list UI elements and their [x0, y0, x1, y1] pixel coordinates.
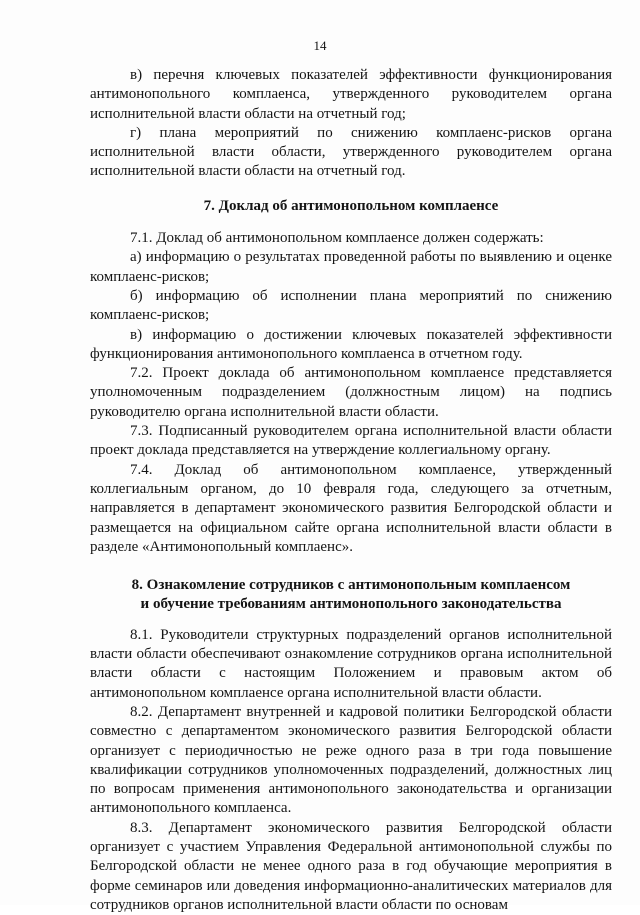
- section-8-heading-line-1: 8. Ознакомление сотрудников с антимонопольным комплаенсом: [131, 577, 571, 594]
- page-number: 14: [313, 38, 327, 53]
- paragraph-7-4: 7.4. Доклад об антимонопольном комплаенсе, утвержденный коллегиальным органом, до 10 февраля года, следующего за отчетным, направляется в департамент экономического развития Белгородской области и размещается на официальном сайте органа исполнительной власти области в разделе «Антимонопольный комплаенс».: [90, 461, 612, 555]
- section-8-heading-line-2: и обучение требованиям антимонопольного законодательства: [140, 596, 562, 613]
- list-item-v: в) перечня ключевых показателей эффективности функционирования антимонопольного комплаенса, утвержденного руководителем органа исполнительной власти области на отчетный год;: [90, 67, 612, 122]
- list-item-g: г) плана мероприятий по снижению комплаенс-рисков органа исполнительной власти области, утвержденного руководителем органа исполнительной власти области на отчетный год.: [90, 124, 612, 180]
- paragraph-7-2: 7.2. Проект доклада об антимонопольном комплаенсе представляется уполномоченным подразделением (должностным лицом) на подпись руководителю органа исполнительной власти области.: [90, 365, 612, 420]
- paragraph-8-3: 8.3. Департамент экономического развития Белгородской области организует с участием Управления Федеральной антимонопольной службы по Белгородской области не менее одного раза в год обучающие мероприятия в форме семинаров или доведения информационно-аналитических материалов для сотрудников органов исполнительной власти области по основам: [90, 819, 612, 913]
- paragraph-8-1: 8.1. Руководители структурных подразделений органов исполнительной власти области обеспечивают ознакомление сотрудников органа исполнительной власти области с настоящим Положением и правовым актом об антимонопольном комплаенсе органа исполнительной власти области.: [90, 626, 612, 701]
- paragraph-7-1-b: б) информацию об исполнении плана мероприятий по снижению комплаенс-рисков;: [90, 287, 612, 324]
- paragraph-7-3: 7.3. Подписанный руководителем органа исполнительной власти области проект доклада представляется на утверждение коллегиальному органу.: [90, 423, 612, 459]
- section-7-heading: 7. Доклад об антимонопольном комплаенсе: [203, 197, 499, 214]
- paragraph-7-1: 7.1. Доклад об антимонопольном комплаенсе должен содержать:: [130, 230, 544, 247]
- document-body: [90, 66, 612, 915]
- paragraph-7-1-v: в) информацию о достижении ключевых показателей эффективности функционирования антимонопольного комплаенса в отчетном году.: [90, 326, 612, 362]
- paragraph-8-2: 8.2. Департамент внутренней и кадровой политики Белгородской области совместно с департаментом экономического развития Белгородской области организует с периодичностью не реже одного раза в три года повышение квалификации сотрудников уполномоченных подразделений, должностных лиц по вопросам применения антимонопольного законодательства и организации антимонопольного комплаенса.: [90, 703, 612, 817]
- section-8-heading: [90, 576, 612, 615]
- paragraph-7-1-a: а) информацию о результатах проведенной работы по выявлению и оценке комплаенс-рисков;: [90, 249, 612, 285]
